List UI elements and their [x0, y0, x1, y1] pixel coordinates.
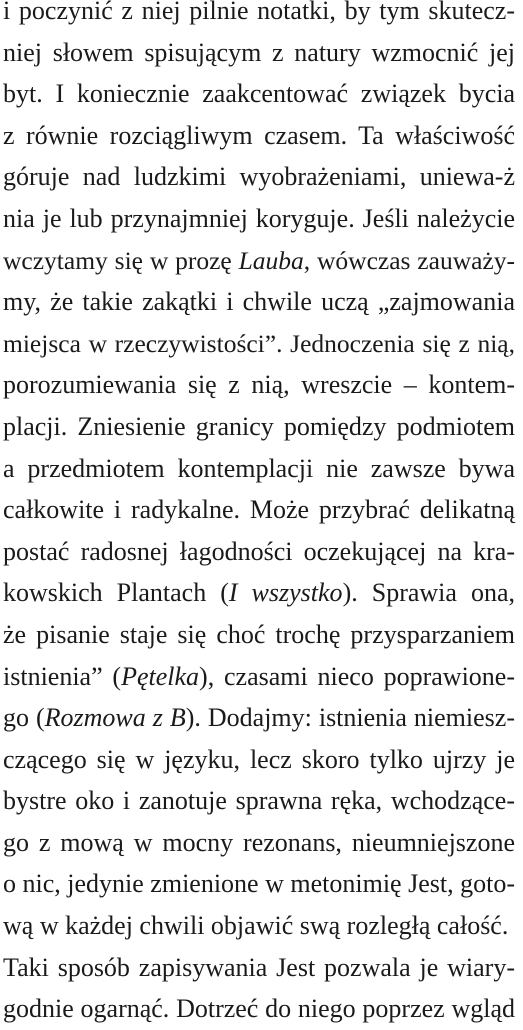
text-segment: ). Dodajmy: istnienia niemiesz- [185, 703, 515, 733]
text-segment: że pisanie staje się choć trochę przysparzaniem [3, 619, 515, 649]
text-line [3, 364, 515, 406]
text-segment: czącego się w języku, lecz skoro tylko ujrzy je [3, 744, 515, 774]
text-line [3, 0, 515, 32]
text-line [3, 739, 515, 781]
text-segment: wą w każdej chwili objawić swą rozległą całość. [3, 911, 509, 941]
text-segment: z równie rozciągliwym czasem. Ta właściwość [3, 120, 515, 150]
text-line [3, 32, 515, 74]
text-segment: kowskich Plantach ( [3, 578, 229, 608]
text-line [3, 406, 515, 448]
text-segment: całkowite i radykalne. Może przybrać delikatną [3, 495, 515, 525]
text-segment: i poczynić z niej pilnie notatki, by tym skutecz- [3, 0, 515, 25]
text-line [3, 863, 515, 905]
text-line [3, 780, 515, 822]
text-line [3, 656, 515, 698]
italic-title: Pętelka [121, 661, 200, 691]
text-line [3, 73, 515, 115]
italic-title: I wszystko [228, 578, 343, 608]
text-line [3, 947, 515, 989]
text-segment: ), czasami nieco poprawione- [199, 661, 515, 691]
text-segment: Taki sposób zapisywania Jest pozwala je wiary- [3, 952, 515, 982]
text-segment: ). Sprawia ona, [342, 578, 515, 608]
text-line [3, 156, 515, 198]
text-line [3, 323, 515, 365]
italic-title: Rozmowa z B [44, 703, 186, 733]
text-segment: go ( [3, 703, 45, 733]
text-line [3, 531, 515, 573]
text-segment: go z mową w mocny rezonans, nieumniejszone [3, 827, 515, 857]
text-line [3, 115, 515, 157]
text-segment: postać radosnej łagodności oczekującej na kra- [3, 536, 515, 566]
body-text [3, 0, 515, 1030]
text-segment: bystre oko i zanotuje sprawna ręka, wchodzące- [3, 786, 515, 816]
text-line [3, 572, 515, 614]
text-line [3, 905, 515, 947]
text-segment: o nic, jedynie zmienione w metonimię Jest, goto- [3, 869, 515, 899]
text-segment: nia je lub przynajmniej koryguje. Jeśli należycie [3, 203, 515, 233]
text-segment: a przedmiotem kontemplacji nie zawsze bywa [3, 453, 515, 483]
text-segment: niej słowem spisującym z natury wzmocnić jej [3, 37, 515, 67]
text-line [3, 240, 515, 282]
italic-title: Lauba [238, 245, 304, 275]
text-segment: , wówczas zauważy- [303, 245, 515, 275]
text-segment: istnienia” ( [3, 661, 122, 691]
text-segment: byt. I koniecznie zaakcentować związek bycia [3, 79, 515, 109]
text-line [3, 697, 515, 739]
text-segment: porozumiewania się z nią, wreszcie – kontem- [3, 370, 515, 400]
text-line [3, 489, 515, 531]
text-segment: placji. Zniesienie granicy pomiędzy podmiotem [3, 411, 515, 441]
text-line [3, 281, 515, 323]
text-line [3, 988, 515, 1030]
text-line [3, 822, 515, 864]
text-segment: godnie ogarnąć. Dotrzeć do niego poprzez wgląd [3, 994, 515, 1024]
text-segment: my, że takie zakątki i chwile uczą „zajmowania [3, 287, 515, 317]
text-line [3, 198, 515, 240]
text-segment: wczytamy się w prozę [3, 245, 239, 275]
text-segment: góruje nad ludzkimi wyobrażeniami, uniewa-ż [3, 162, 515, 192]
text-line [3, 448, 515, 490]
text-line [3, 614, 515, 656]
text-segment: miejsca w rzeczywistości”. Jednoczenia się z nią, [3, 328, 515, 358]
